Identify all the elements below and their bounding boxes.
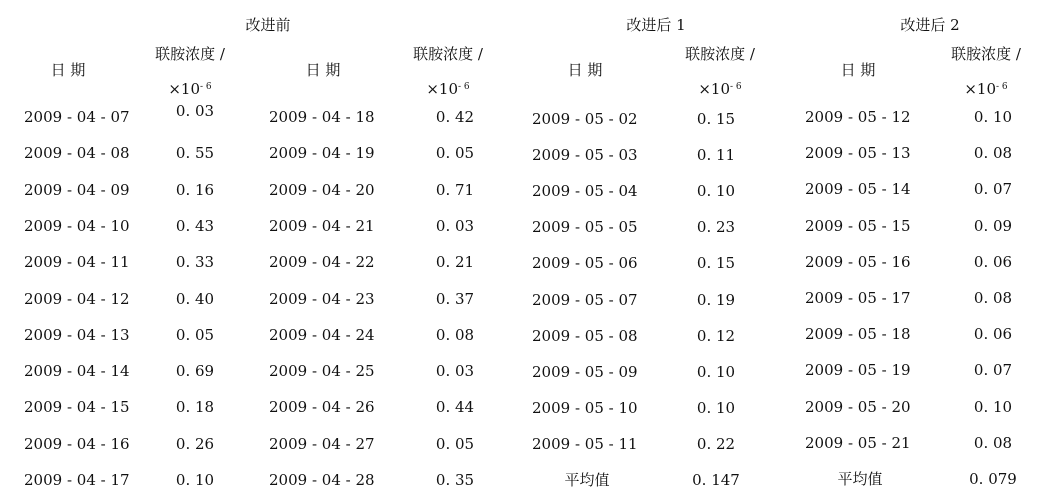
row-value: 0. 69 — [175, 362, 215, 380]
row-value: 0. 08 — [435, 326, 475, 344]
row-date: 2009 - 05 - 09 — [532, 363, 638, 381]
row-date: 2009 - 04 - 24 — [269, 326, 375, 344]
row-value: 0. 44 — [435, 398, 475, 416]
row-value: 0. 08 — [973, 144, 1013, 162]
row-value: 0. 43 — [175, 217, 215, 235]
row-date: 2009 - 04 - 08 — [24, 144, 130, 162]
average-value: 0. 147 — [692, 471, 740, 489]
row-date: 2009 - 04 - 22 — [269, 253, 375, 271]
row-date: 2009 - 04 - 21 — [269, 217, 375, 235]
average-label: 平均值 — [564, 471, 610, 489]
row-date: 2009 - 05 - 20 — [805, 398, 911, 416]
section-title: 改进前 — [245, 16, 291, 34]
row-value: 0. 15 — [696, 110, 736, 128]
row-date: 2009 - 04 - 09 — [24, 181, 130, 199]
unit-scale: ×10 — [964, 80, 997, 98]
row-value: 0. 40 — [175, 290, 215, 308]
row-value: 0. 07 — [973, 361, 1013, 379]
row-date: 2009 - 05 - 04 — [532, 182, 638, 200]
row-date: 2009 - 05 - 19 — [805, 361, 911, 379]
average-label: 平均值 — [837, 470, 883, 488]
row-date: 2009 - 04 - 20 — [269, 181, 375, 199]
row-value: 0. 05 — [435, 144, 475, 162]
concentration-header: 联胺浓度 / — [685, 45, 755, 63]
unit-exponent: - 6 — [996, 82, 1008, 92]
unit-scale: ×10 — [168, 80, 201, 98]
row-date: 2009 - 04 - 26 — [269, 398, 375, 416]
row-value: 0. 03 — [175, 102, 215, 120]
row-date: 2009 - 05 - 17 — [805, 289, 911, 307]
row-date: 2009 - 04 - 16 — [24, 435, 130, 453]
row-date: 2009 - 04 - 11 — [24, 253, 130, 271]
row-value: 0. 18 — [175, 398, 215, 416]
unit-exponent: - 6 — [730, 82, 742, 92]
unit-scale: ×10 — [426, 80, 459, 98]
row-value: 0. 10 — [175, 471, 215, 489]
row-value: 0. 07 — [973, 180, 1013, 198]
row-value: 0. 37 — [435, 290, 475, 308]
row-date: 2009 - 05 - 05 — [532, 218, 638, 236]
row-date: 2009 - 04 - 10 — [24, 217, 130, 235]
row-value: 0. 55 — [175, 144, 215, 162]
row-date: 2009 - 05 - 13 — [805, 144, 911, 162]
date-header: 日 期 — [305, 61, 341, 79]
row-date: 2009 - 04 - 14 — [24, 362, 130, 380]
concentration-unit — [964, 78, 1007, 98]
concentration-header: 联胺浓度 / — [951, 45, 1021, 63]
unit-exponent: - 6 — [458, 82, 470, 92]
concentration-unit — [426, 78, 469, 98]
concentration-unit — [168, 78, 211, 98]
row-date: 2009 - 05 - 08 — [532, 327, 638, 345]
concentration-header: 联胺浓度 / — [155, 45, 225, 63]
row-value: 0. 26 — [175, 435, 215, 453]
row-value: 0. 11 — [696, 146, 736, 164]
row-date: 2009 - 04 - 07 — [24, 108, 130, 126]
row-date: 2009 - 05 - 15 — [805, 217, 911, 235]
row-date: 2009 - 04 - 12 — [24, 290, 130, 308]
row-date: 2009 - 05 - 06 — [532, 254, 638, 272]
section-title: 改进后 2 — [900, 16, 960, 34]
row-value: 0. 21 — [435, 253, 475, 271]
row-date: 2009 - 05 - 12 — [805, 108, 911, 126]
row-value: 0. 15 — [696, 254, 736, 272]
row-date: 2009 - 05 - 03 — [532, 146, 638, 164]
row-value: 0. 03 — [435, 362, 475, 380]
row-value: 0. 16 — [175, 181, 215, 199]
row-date: 2009 - 05 - 11 — [532, 435, 638, 453]
date-header: 日 期 — [567, 61, 603, 79]
row-date: 2009 - 05 - 07 — [532, 291, 638, 309]
section-title: 改进后 1 — [626, 16, 686, 34]
row-value: 0. 10 — [696, 399, 736, 417]
row-value: 0. 06 — [973, 253, 1013, 271]
row-date: 2009 - 04 - 15 — [24, 398, 130, 416]
row-date: 2009 - 04 - 17 — [24, 471, 130, 489]
row-date: 2009 - 04 - 18 — [269, 108, 375, 126]
row-value: 0. 12 — [696, 327, 736, 345]
row-date: 2009 - 05 - 18 — [805, 325, 911, 343]
row-value: 0. 22 — [696, 435, 736, 453]
date-header: 日 期 — [840, 61, 876, 79]
row-value: 0. 05 — [175, 326, 215, 344]
row-date: 2009 - 04 - 13 — [24, 326, 130, 344]
concentration-unit — [698, 78, 741, 98]
row-value: 0. 19 — [696, 291, 736, 309]
row-date: 2009 - 05 - 02 — [532, 110, 638, 128]
unit-exponent: - 6 — [200, 82, 212, 92]
row-value: 0. 10 — [973, 398, 1013, 416]
row-value: 0. 03 — [435, 217, 475, 235]
row-value: 0. 05 — [435, 435, 475, 453]
row-value: 0. 33 — [175, 253, 215, 271]
row-value: 0. 08 — [973, 289, 1013, 307]
concentration-header: 联胺浓度 / — [413, 45, 483, 63]
row-date: 2009 - 04 - 27 — [269, 435, 375, 453]
row-date: 2009 - 04 - 23 — [269, 290, 375, 308]
row-date: 2009 - 04 - 19 — [269, 144, 375, 162]
row-date: 2009 - 05 - 21 — [805, 434, 911, 452]
row-value: 0. 10 — [696, 363, 736, 381]
row-value: 0. 08 — [973, 434, 1013, 452]
row-date: 2009 - 04 - 28 — [269, 471, 375, 489]
average-value: 0. 079 — [969, 470, 1017, 488]
row-date: 2009 - 04 - 25 — [269, 362, 375, 380]
row-value: 0. 10 — [696, 182, 736, 200]
row-value: 0. 09 — [973, 217, 1013, 235]
row-value: 0. 71 — [435, 181, 475, 199]
row-value: 0. 23 — [696, 218, 736, 236]
row-value: 0. 06 — [973, 325, 1013, 343]
row-date: 2009 - 05 - 14 — [805, 180, 911, 198]
row-date: 2009 - 05 - 16 — [805, 253, 911, 271]
unit-scale: ×10 — [698, 80, 731, 98]
row-value: 0. 35 — [435, 471, 475, 489]
row-date: 2009 - 05 - 10 — [532, 399, 638, 417]
date-header: 日 期 — [50, 61, 86, 79]
row-value: 0. 42 — [435, 108, 475, 126]
row-value: 0. 10 — [973, 108, 1013, 126]
